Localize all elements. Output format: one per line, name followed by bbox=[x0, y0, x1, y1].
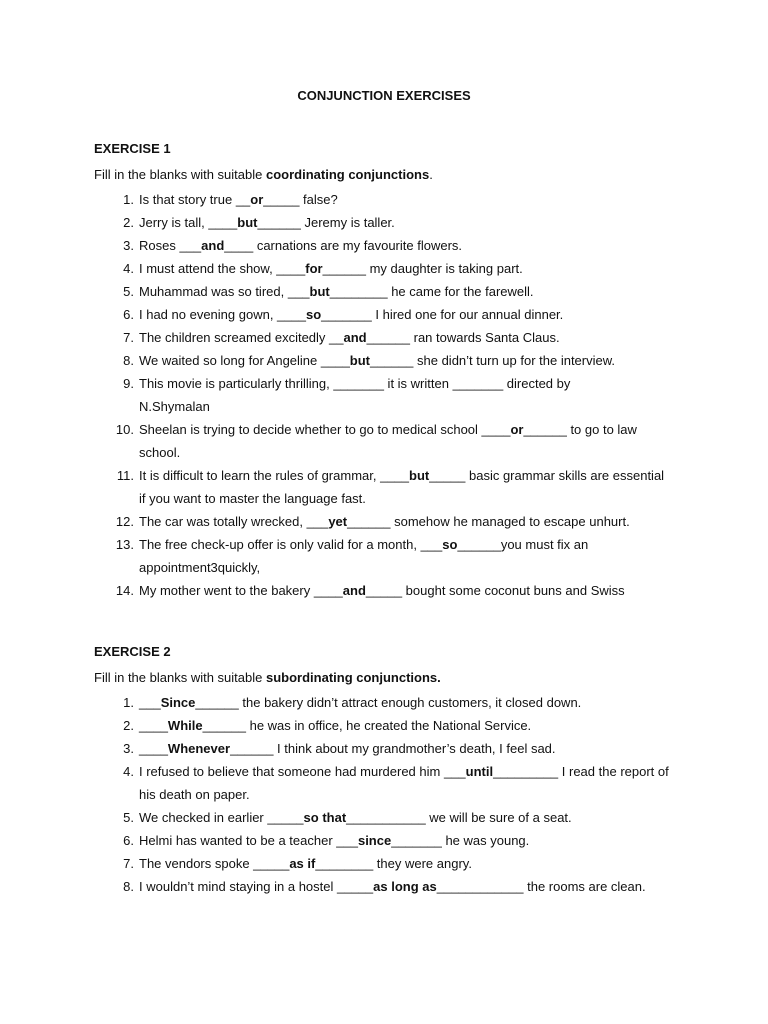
exercise-2-instruction: Fill in the blanks with suitable subordinating conjunctions. bbox=[94, 670, 441, 685]
list-item: 5. We checked in earlier _____so that___________ we will be sure of a seat. bbox=[123, 810, 572, 825]
list-item: 1. ___Since______ the bakery didn’t attract enough customers, it closed down. bbox=[123, 695, 582, 710]
list-item: 4. I refused to believe that someone had murdered him ___until_________ I read the report of his death on paper. bbox=[123, 764, 669, 802]
list-item: 8. We waited so long for Angeline ____but______ she didn’t turn up for the interview. bbox=[123, 353, 616, 368]
list-item: 6. Helmi has wanted to be a teacher ___since_______ he was young. bbox=[123, 833, 530, 848]
list-item: 9. This movie is particularly thrilling, _______ it is written _______ directed by N.Shymalan bbox=[123, 376, 571, 414]
list-item: 4. I must attend the show, ____for______ my daughter is taking part. bbox=[123, 261, 523, 276]
exercise-1-heading: EXERCISE 1 bbox=[94, 141, 171, 156]
list-item: 3. ____Whenever______ I think about my grandmother’s death, I feel sad. bbox=[123, 741, 556, 756]
list-item: 2. ____While______ he was in office, he created the National Service. bbox=[123, 718, 532, 733]
list-item: 2. Jerry is tall, ____but______ Jeremy is taller. bbox=[123, 215, 395, 230]
list-item: 10. Sheelan is trying to decide whether to go to medical school ____or______ to go to law school. bbox=[115, 422, 637, 460]
list-item: 14. My mother went to the bakery ____and_____ bought some coconut buns and Swiss bbox=[115, 583, 625, 598]
page-title: CONJUNCTION EXERCISES bbox=[297, 88, 471, 103]
exercise-1-instruction: Fill in the blanks with suitable coordinating conjunctions. bbox=[94, 167, 433, 182]
list-item: 3. Roses ___and____ carnations are my favourite flowers. bbox=[123, 238, 463, 253]
list-item: 8. I wouldn’t mind staying in a hostel _____as long as____________ the rooms are clean. bbox=[123, 879, 646, 894]
list-item: 12. The car was totally wrecked, ___yet______ somehow he managed to escape unhurt. bbox=[115, 514, 630, 529]
list-item: 5. Muhammad was so tired, ___but________ he came for the farewell. bbox=[123, 284, 534, 299]
exercise-2-list bbox=[94, 691, 694, 898]
list-item: 7. The vendors spoke _____as if________ they were angry. bbox=[123, 856, 472, 871]
list-item: 7. The children screamed excitedly __and______ ran towards Santa Claus. bbox=[123, 330, 560, 345]
exercise-2-heading: EXERCISE 2 bbox=[94, 644, 171, 659]
list-item: 1. Is that story true __or_____ false? bbox=[123, 192, 338, 207]
list-item: 6. I had no evening gown, ____so_______ I hired one for our annual dinner. bbox=[123, 307, 564, 322]
exercise-1-list bbox=[94, 188, 694, 602]
list-item: 13. The free check-up offer is only valid for a month, ___so______you must fix an appointment3quickly, bbox=[115, 537, 589, 575]
list-item: 11. It is difficult to learn the rules of grammar, ____but_____ basic grammar skills are essential if you want to master the language fast. bbox=[116, 468, 665, 506]
